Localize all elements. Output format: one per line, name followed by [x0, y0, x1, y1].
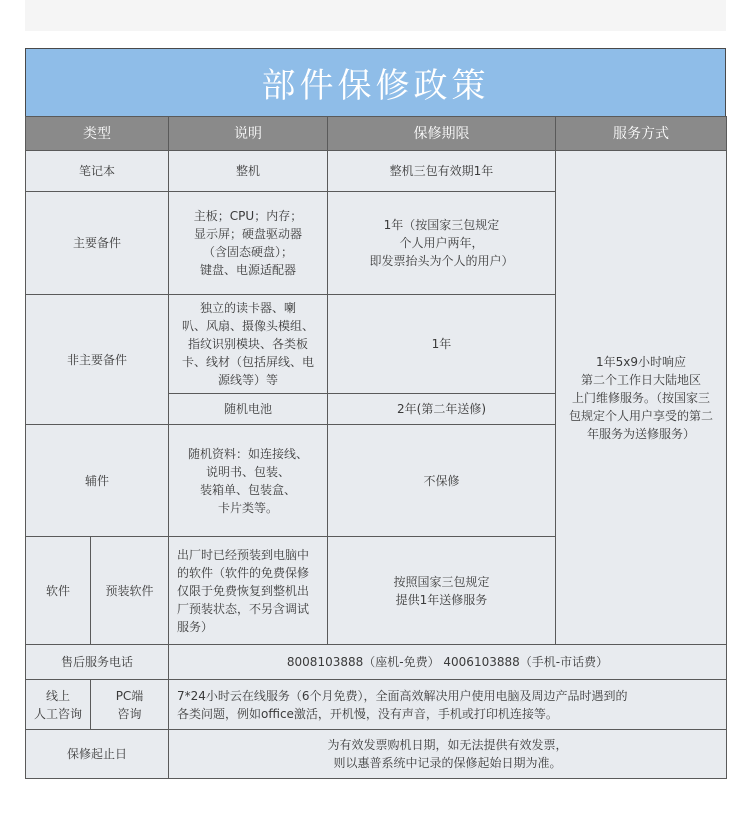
term-notebook: 整机三包有效期1年 — [328, 151, 556, 192]
type-software: 软件 — [26, 537, 91, 645]
header-type: 类型 — [26, 117, 169, 151]
table-row — [26, 645, 727, 680]
term-software: 按照国家三包规定 提供1年送修服务 — [328, 537, 556, 645]
desc-accessories: 随机资料：如连接线、 说明书、包装、 装箱单、包装盒、 卡片类等。 — [169, 425, 328, 537]
term-non-main-parts: 1年 — [328, 295, 556, 394]
header-warranty-term: 保修期限 — [328, 117, 556, 151]
hotline-value: 8008103888（座机-免费） 4006103888（手机-市话费） — [169, 645, 727, 680]
service-method-cell: 1年5x9小时响应 第二个工作日大陆地区 上门维修服务。（按国家三 包规定个人用户享受的第二 年服务为送修服务） — [556, 151, 727, 645]
table-row — [26, 730, 727, 779]
online-sublabel: PC端 咨询 — [91, 680, 169, 730]
term-main-parts: 1年（按国家三包规定 个人用户两年， 即发票抬头为个人的用户） — [328, 192, 556, 295]
warranty-policy-table — [25, 116, 727, 779]
desc-software: 出厂时已经预装到电脑中 的软件（软件的免费保修 仅限于免费恢复到整机出 厂预装状态，不另含调试 服务） — [169, 537, 328, 645]
header-service-method: 服务方式 — [556, 117, 727, 151]
type-notebook: 笔记本 — [26, 151, 169, 192]
header-description: 说明 — [169, 117, 328, 151]
term-accessories: 不保修 — [328, 425, 556, 537]
desc-notebook: 整机 — [169, 151, 328, 192]
type-main-parts: 主要备件 — [26, 192, 169, 295]
top-band — [25, 0, 726, 31]
online-label: 线上 人工咨询 — [26, 680, 91, 730]
hotline-label: 售后服务电话 — [26, 645, 169, 680]
desc-non-main-parts: 独立的读卡器、喇 叭、风扇、摄像头模组、 指纹识别模块、各类板 卡、线材（包括屏线、电 源线等）等 — [169, 295, 328, 394]
online-value: 7*24小时云在线服务（6个月免费），全面高效解决用户使用电脑及周边产品时遇到的 各类问题，例如office激活，开机慢，没有声音，手机或打印机连接等。 — [169, 680, 727, 730]
desc-battery: 随机电池 — [169, 394, 328, 425]
type-accessories: 辅件 — [26, 425, 169, 537]
table-row — [26, 680, 727, 730]
term-battery: 2年(第二年送修) — [328, 394, 556, 425]
table-header-row — [26, 117, 727, 151]
desc-main-parts: 主板；CPU；内存； 显示屏；硬盘驱动器 （含固态硬盘）； 键盘、电源适配器 — [169, 192, 328, 295]
page-title: 部件保修政策 — [26, 49, 725, 116]
warranty-start-label: 保修起止日 — [26, 730, 169, 779]
subtype-preinstalled-software: 预装软件 — [91, 537, 169, 645]
warranty-start-value: 为有效发票购机日期，如无法提供有效发票， 则以惠普系统中记录的保修起始日期为准。 — [169, 730, 727, 779]
table-row — [26, 151, 727, 192]
type-non-main-parts: 非主要备件 — [26, 295, 169, 425]
